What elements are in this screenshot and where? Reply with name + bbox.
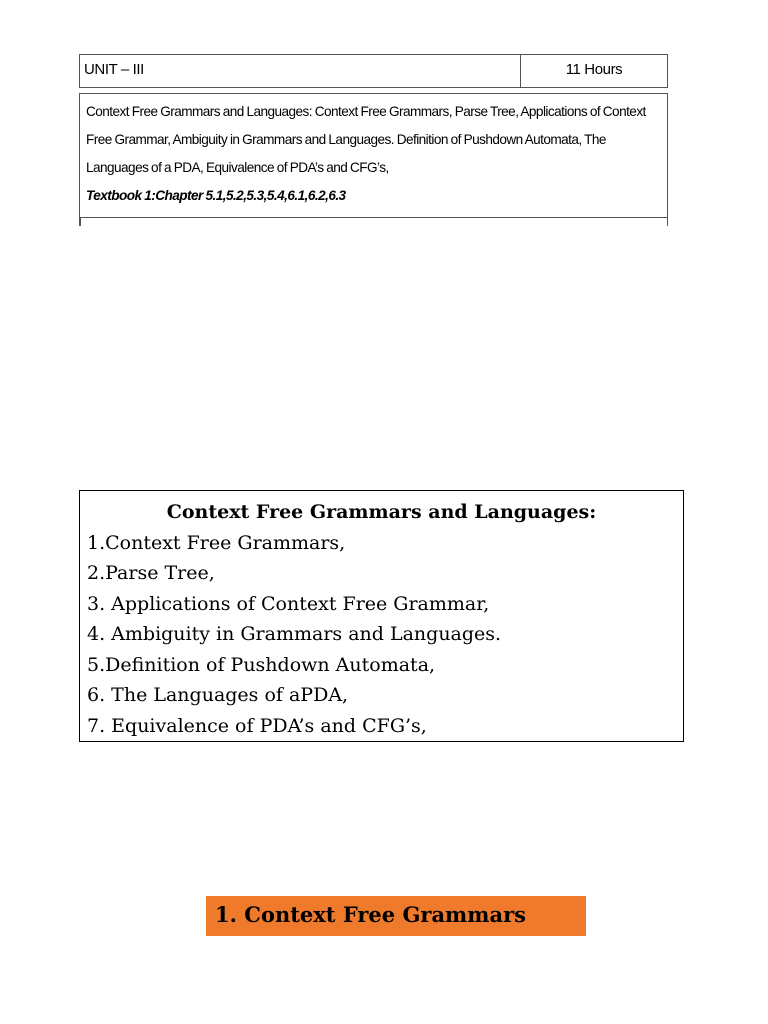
syllabus-description: Context Free Grammars and Languages: Context Free Grammars, Parse Tree, Applications of Context Free Grammar, Ambiguity in Grammars and Languages. Definition of Pushdown Automata, The Languages of a PDA, Equivalence of PDA’s and CFG’s, bbox=[86, 104, 646, 175]
table-border-tick bbox=[667, 218, 669, 226]
syllabus-table bbox=[79, 54, 668, 226]
unit-label: UNIT – III bbox=[80, 55, 521, 87]
syllabus-table-bottom-edge bbox=[79, 217, 668, 226]
contents-item: 7. Equivalence of PDA’s and CFG’s, bbox=[87, 714, 427, 737]
unit-hours: 11 Hours bbox=[565, 61, 623, 78]
table-border-tick bbox=[79, 218, 81, 226]
contents-item: 1.Context Free Grammars, bbox=[87, 531, 346, 554]
syllabus-textbook-reference: Textbook 1:Chapter 5.1,5.2,5.3,5.4,6.1,6.2,6.3 bbox=[86, 188, 346, 203]
contents-item: 6. The Languages of aPDA, bbox=[87, 684, 349, 706]
syllabus-description-cell bbox=[79, 93, 668, 217]
contents-item: 3. Applications of Context Free Grammar, bbox=[87, 592, 490, 615]
contents-item: 2.Parse Tree, bbox=[87, 562, 215, 584]
contents-title: Context Free Grammars and Languages: bbox=[166, 501, 597, 523]
section-heading: 1. Context Free Grammars bbox=[206, 896, 586, 936]
contents-item: 4. Ambiguity in Grammars and Languages. bbox=[87, 623, 502, 645]
contents-box bbox=[79, 490, 684, 742]
syllabus-header-row bbox=[79, 54, 668, 88]
contents-list bbox=[87, 528, 683, 742]
contents-item: 5.Definition of Pushdown Automata, bbox=[87, 653, 436, 676]
